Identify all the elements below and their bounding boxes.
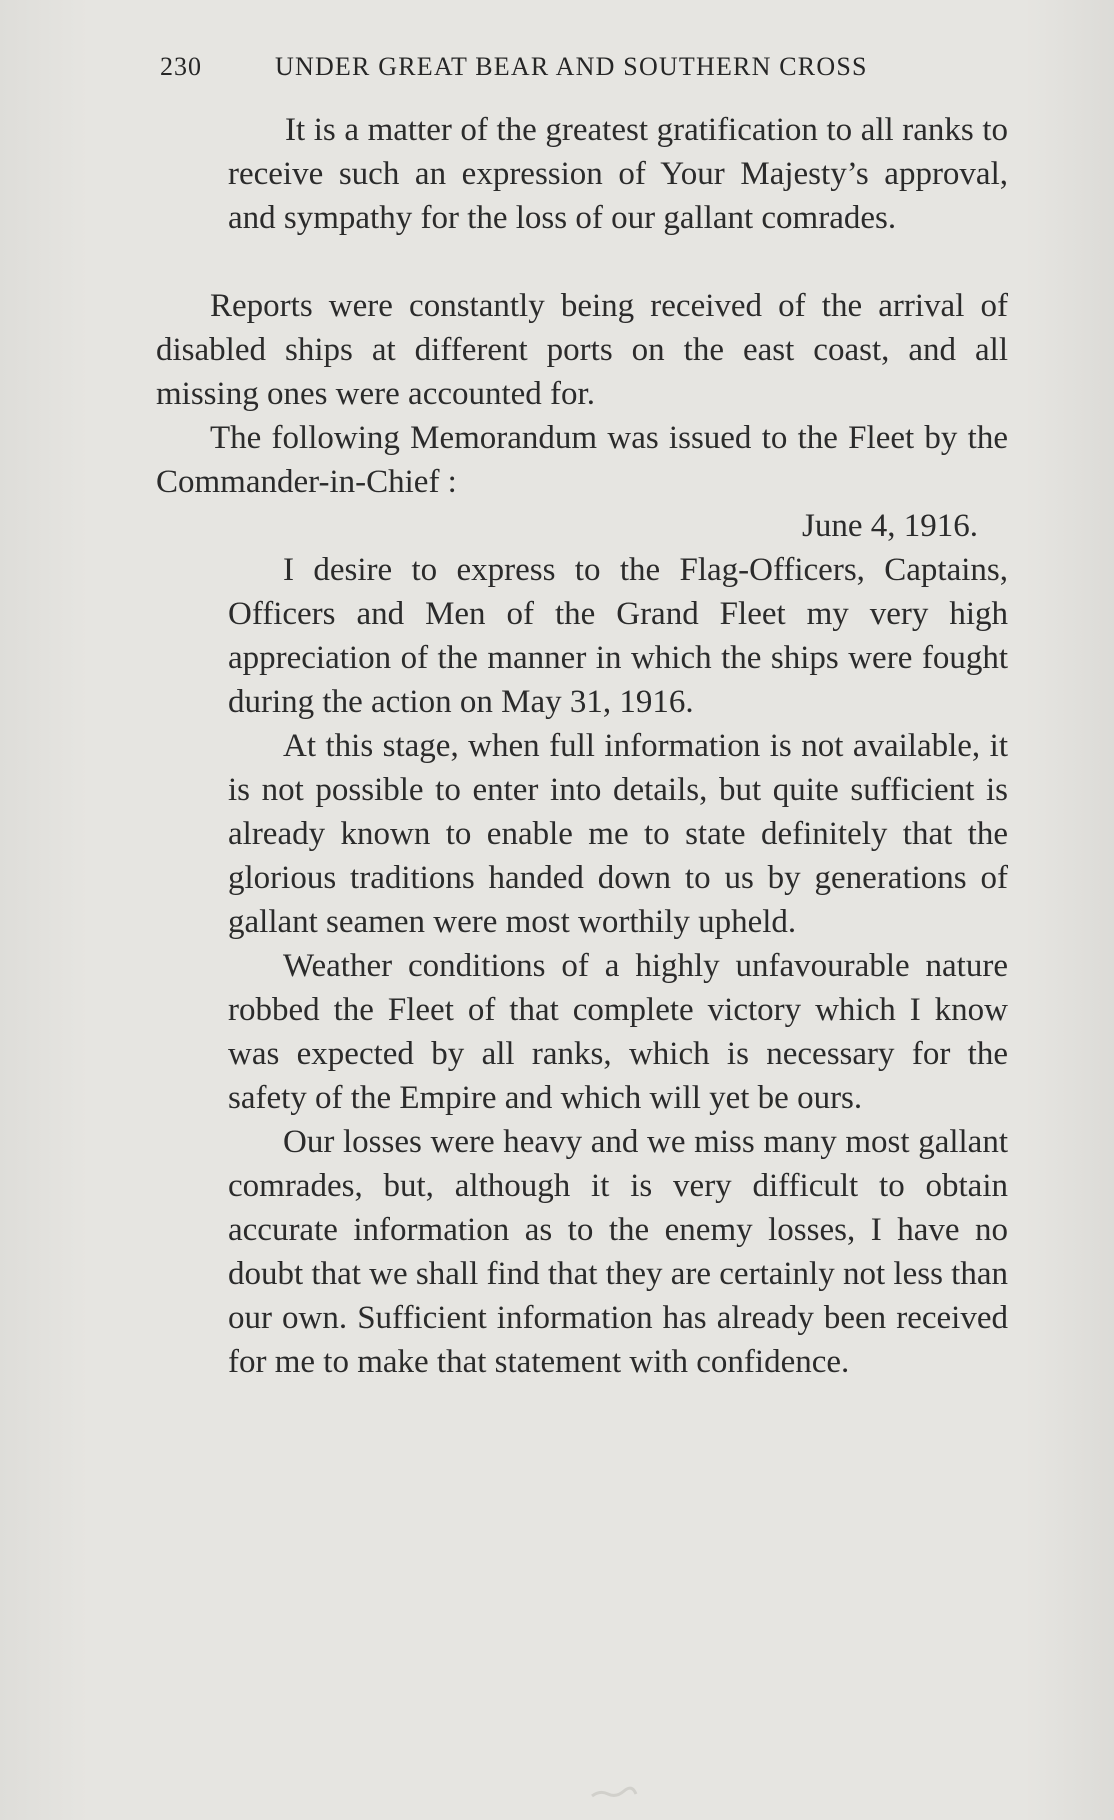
page-body xyxy=(156,108,1008,1384)
paragraph: Reports were constantly being received of the arrival of disabled ships at different ports on the east coast, and all missing ones were accounted for. xyxy=(156,288,1008,412)
memo-paragraph: I desire to express to the Flag-Officers, Captains, Officers and Men of the Grand Fleet my very high appreciation of the manner in which the ships were fought during the action on May 31, 1916. xyxy=(228,552,1008,720)
memo-date: June 4, 1916. xyxy=(802,508,978,544)
memo-paragraph: Our losses were heavy and we miss many most gallant comrades, but, although it is very difficult to obtain accurate information as to the enemy losses, I have no doubt that we shall find that they are certainly not less than our own. Sufficient information has already been received for me to make that statement with confidence. xyxy=(228,1124,1008,1380)
paragraph: The following Memorandum was issued to the Fleet by the Commander-in-Chief : xyxy=(156,420,1008,500)
page-number: 230 xyxy=(160,52,202,81)
quoted-paragraph: It is a matter of the greatest gratification to all ranks to receive such an expression of Your Majesty’s approval, and sympathy for the loss of our gallant comrades. xyxy=(228,112,1008,236)
memo-paragraph: Weather conditions of a highly unfavourable nature robbed the Fleet of that complete victory which I know was expected by all ranks, which is necessary for the safety of the Empire and which will yet be ours. xyxy=(228,948,1008,1116)
memo-paragraph: At this stage, when full information is not available, it is not possible to enter into details, but quite sufficient is already known to enable me to state definitely that the glorious traditions handed down to us by generations of gallant seamen were most worthily upheld. xyxy=(228,728,1008,940)
page-header xyxy=(160,52,960,88)
running-head: UNDER GREAT BEAR AND SOUTHERN CROSS xyxy=(275,52,868,81)
paper-smudge-mark xyxy=(590,1782,638,1802)
paragraph-gap xyxy=(156,240,1008,284)
